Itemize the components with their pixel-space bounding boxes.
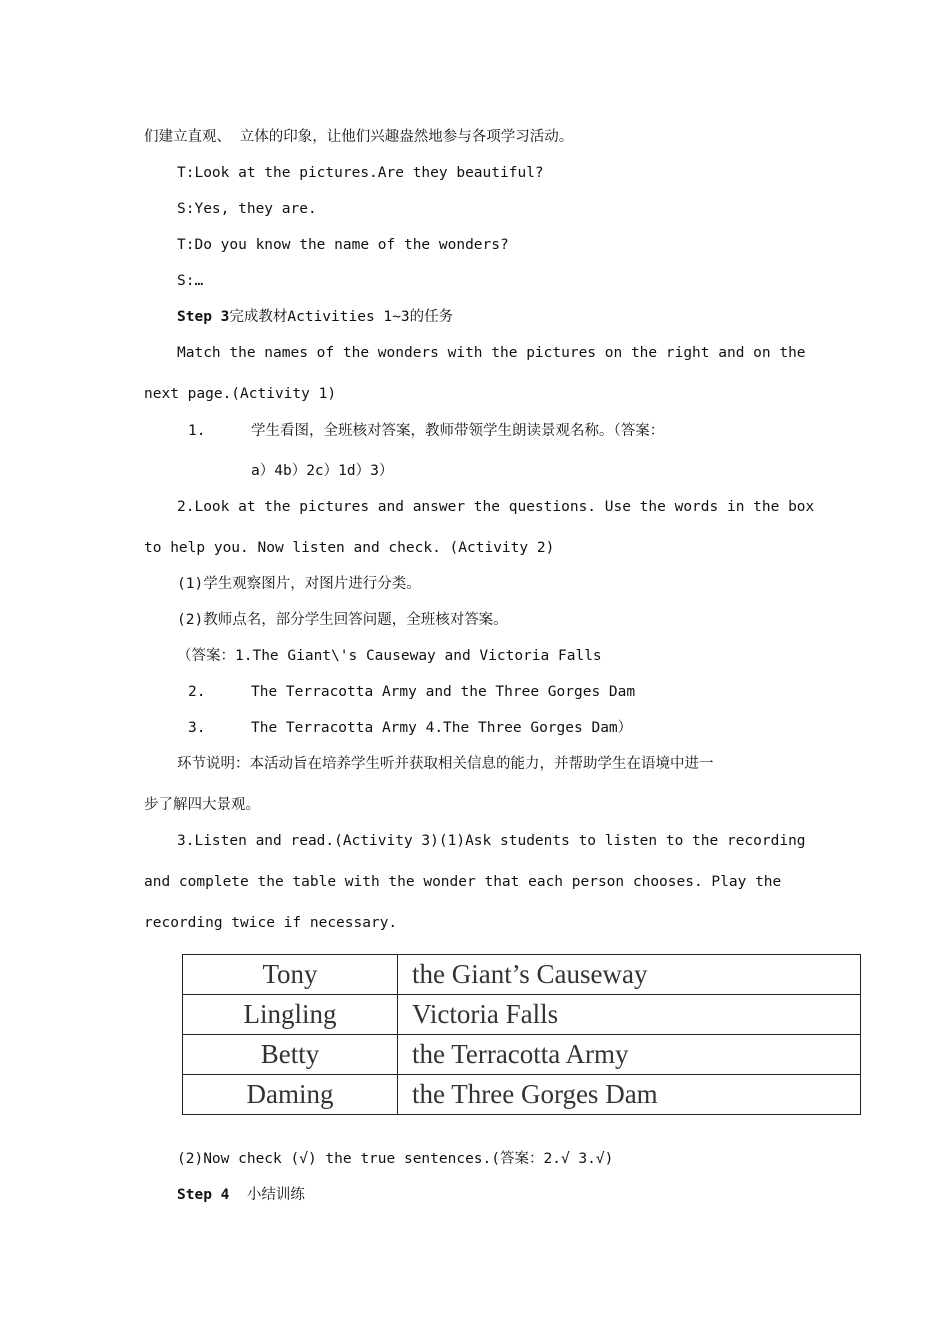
list-number: 2. — [188, 684, 206, 700]
answer-line: （答案：1.The Giant\'s Causeway and Victoria Falls — [177, 648, 602, 664]
text-line: and complete the table with the wonder that each person chooses. Play the — [144, 874, 782, 890]
person-name: Tony — [183, 955, 398, 995]
text-line: to help you. Now listen and check. (Activity 2) — [144, 540, 555, 556]
person-name: Betty — [183, 1035, 398, 1075]
dialogue-line: T:Look at the pictures.Are they beautiful? — [177, 165, 544, 181]
answer-line: The Terracotta Army 4.The Three Gorges Dam） — [251, 720, 633, 736]
answer-line: The Terracotta Army and the Three Gorges Dam — [251, 684, 636, 700]
text-line: 3.Listen and read.(Activity 3)(1)Ask students to listen to the recording — [177, 833, 806, 849]
step-heading — [177, 307, 453, 327]
step-title: 完成教材Activities 1~3的任务 — [229, 309, 454, 325]
step-title: 小结训练 — [246, 1187, 305, 1203]
list-number: 3. — [188, 720, 206, 736]
person-name: Daming — [183, 1075, 398, 1115]
text-line: (2)Now check (√) the true sentences.(答案：2.√ 3.√) — [177, 1151, 614, 1167]
text-line: 2.Look at the pictures and answer the questions. Use the words in the box — [177, 499, 815, 515]
person-name: Lingling — [183, 995, 398, 1035]
list-number: 1. — [188, 423, 206, 439]
step-heading — [177, 1185, 305, 1205]
step-label: Step 4 — [177, 1187, 230, 1203]
text-line: 步了解四大景观。 — [144, 797, 260, 813]
text-line: 学生看图，全班核对答案，教师带领学生朗读景观名称。（答案： — [251, 423, 665, 439]
wonder-name: the Terracotta Army — [398, 1035, 861, 1075]
text-line: next page.(Activity 1) — [144, 386, 337, 402]
table-row — [183, 1035, 861, 1075]
text-line: 们建立直观、 立体的印象，让他们兴趣盎然地参与各项学习活动。 — [144, 129, 574, 145]
dialogue-line: S:… — [177, 273, 204, 289]
dialogue-line: S:Yes, they are. — [177, 201, 317, 217]
text-line: Match the names of the wonders with the pictures on the right and on the — [177, 345, 806, 361]
text-line: (1)学生观察图片，对图片进行分类。 — [177, 576, 421, 592]
answer-line: a）4b）2c）1d）3） — [251, 463, 394, 479]
table-row — [183, 955, 861, 995]
wonder-name: Victoria Falls — [398, 995, 861, 1035]
dialogue-line: T:Do you know the name of the wonders? — [177, 237, 509, 253]
table-row — [183, 1075, 861, 1115]
text-line: (2)教师点名，部分学生回答问题，全班核对答案。 — [177, 612, 508, 628]
text-line: recording twice if necessary. — [144, 915, 398, 931]
text-line: 环节说明：本活动旨在培养学生听并获取相关信息的能力，并帮助学生在语境中进一 — [177, 756, 714, 772]
table-row — [183, 995, 861, 1035]
wonders-table — [182, 954, 861, 1115]
wonder-name: the Three Gorges Dam — [398, 1075, 861, 1115]
step-label: Step 3 — [177, 309, 230, 325]
wonder-name: the Giant’s Causeway — [398, 955, 861, 995]
